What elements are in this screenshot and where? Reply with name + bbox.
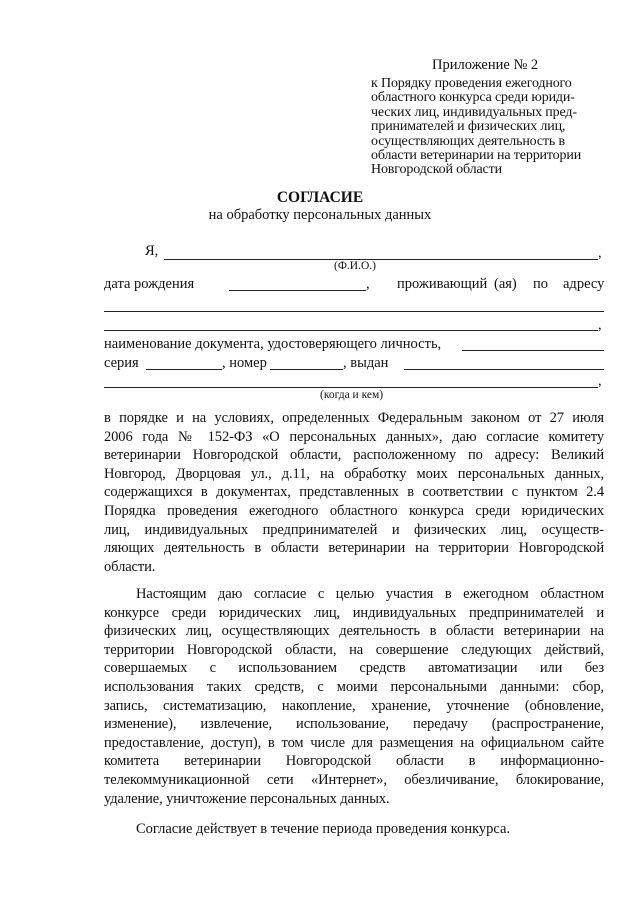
address-field-line-2[interactable] — [104, 330, 598, 331]
paragraph-line: физических лиц, осуществляющих деятельность в области ветеринарии на — [104, 623, 604, 640]
paragraph-line: совершаемых с использованием средств автоматизации или без — [104, 660, 604, 677]
paragraph-line: телекоммуникационной сети «Интернет», обезличивание, блокирование, — [104, 771, 604, 788]
paragraph-line: использования таких средств, с моими персональными данными: сбор, — [104, 678, 604, 695]
series-label: серия — [104, 355, 139, 371]
ya-label: Я, — [145, 243, 159, 259]
document-subtitle: на обработку персональных данных — [208, 207, 432, 223]
series-field[interactable] — [146, 369, 222, 370]
issued-hint: (когда и кем) — [320, 389, 384, 401]
consent-paragraph-2 — [104, 585, 604, 808]
number-label: , номер — [222, 355, 267, 371]
paragraph-line: территории Новгородской области, на совершение следующих действий, — [104, 641, 604, 658]
address-comma: , — [598, 317, 602, 333]
fio-hint: (Ф.И.О.) — [334, 260, 376, 272]
appendix-reference — [371, 77, 607, 178]
living-label-word: (ая) — [494, 276, 517, 292]
paragraph-line: комитета ветеринарии Новгородской области в информационно- — [104, 753, 604, 770]
issued-label: , выдан — [343, 355, 389, 371]
paragraph-line: области. — [104, 558, 156, 575]
appendix-line: области ветеринарии на территории — [371, 148, 582, 164]
paragraph-line: запись, систематизацию, накопление, хранение, уточнение (обновление, — [104, 697, 604, 714]
paragraph-line: Настоящим даю согласие с целью участия в ежегодном областном — [136, 586, 604, 602]
paragraph-line: предоставление, доступ), в том числе для размещения на официальном сайте — [104, 734, 604, 751]
paragraph-line: содержащихся в документах, представленных в соответствии с пунктом 2.4 — [104, 484, 604, 501]
paragraph-line: ветеринарии Новгородской области, расположенному по адресу: Великий — [104, 447, 604, 464]
paragraph-line: лиц, индивидуальных предпринимателей и физических лиц, осуществ- — [104, 521, 604, 538]
paragraph-line: Порядка проведения ежегодного областного конкурса среди юридических — [104, 502, 604, 519]
appendix-line: Новгородской области — [371, 162, 502, 178]
living-label-word: проживающий — [397, 276, 488, 292]
appendix-line: осуществляющих деятельность в — [371, 133, 565, 149]
paragraph-line: в порядке и на условиях, определенных Федеральным законом от 27 июля — [104, 410, 604, 426]
appendix-line: областного конкурса среди юриди- — [371, 90, 575, 106]
fio-comma: , — [598, 245, 602, 261]
id-document-field[interactable] — [462, 350, 604, 351]
living-label-word: адресу — [563, 276, 605, 292]
issued-comma: , — [598, 373, 602, 389]
paragraph-line: Новгород, Дворцовая ул., д.11, на обработку моих персональных данных, — [104, 465, 604, 482]
birth-date-comma: , — [366, 276, 370, 292]
document-title: СОГЛАСИЕ — [276, 189, 364, 206]
closing-statement: Согласие действует в течение периода проведения конкурса. — [136, 821, 511, 837]
issued-field-line-2[interactable] — [104, 387, 598, 388]
consent-paragraph-1 — [104, 409, 604, 576]
appendix-line: к Порядку проведения ежегодного — [371, 76, 572, 91]
address-field-line-1[interactable] — [104, 311, 604, 312]
appendix-title: Приложение № 2 — [432, 57, 539, 73]
issued-field-line-1[interactable] — [404, 369, 604, 370]
paragraph-line: удаление, уничтожение персональных данных. — [104, 790, 390, 807]
id-document-label: наименование документа, удостоверяющего личность, — [104, 336, 442, 352]
paragraph-line: 2006 года № 152-ФЗ «О персональных данных», даю согласие комитету — [104, 428, 604, 445]
fio-field[interactable] — [164, 259, 598, 260]
paragraph-line: изменение), извлечение, использование, передачу (распространение, — [104, 716, 604, 733]
number-field[interactable] — [270, 369, 343, 370]
living-label-word: по — [533, 276, 549, 292]
birth-date-field[interactable] — [229, 290, 366, 291]
birth-date-label: дата рождения — [104, 276, 195, 292]
paragraph-line: ляющих деятельность в области ветеринарии на территории Новгородской — [104, 540, 604, 557]
appendix-line: принимателей и физических лиц, — [371, 119, 566, 135]
paragraph-line: конкурсе среди юридических лиц, индивидуальных предпринимателей и — [104, 604, 604, 621]
appendix-line: ческих лиц, индивидуальных пред- — [371, 104, 577, 120]
